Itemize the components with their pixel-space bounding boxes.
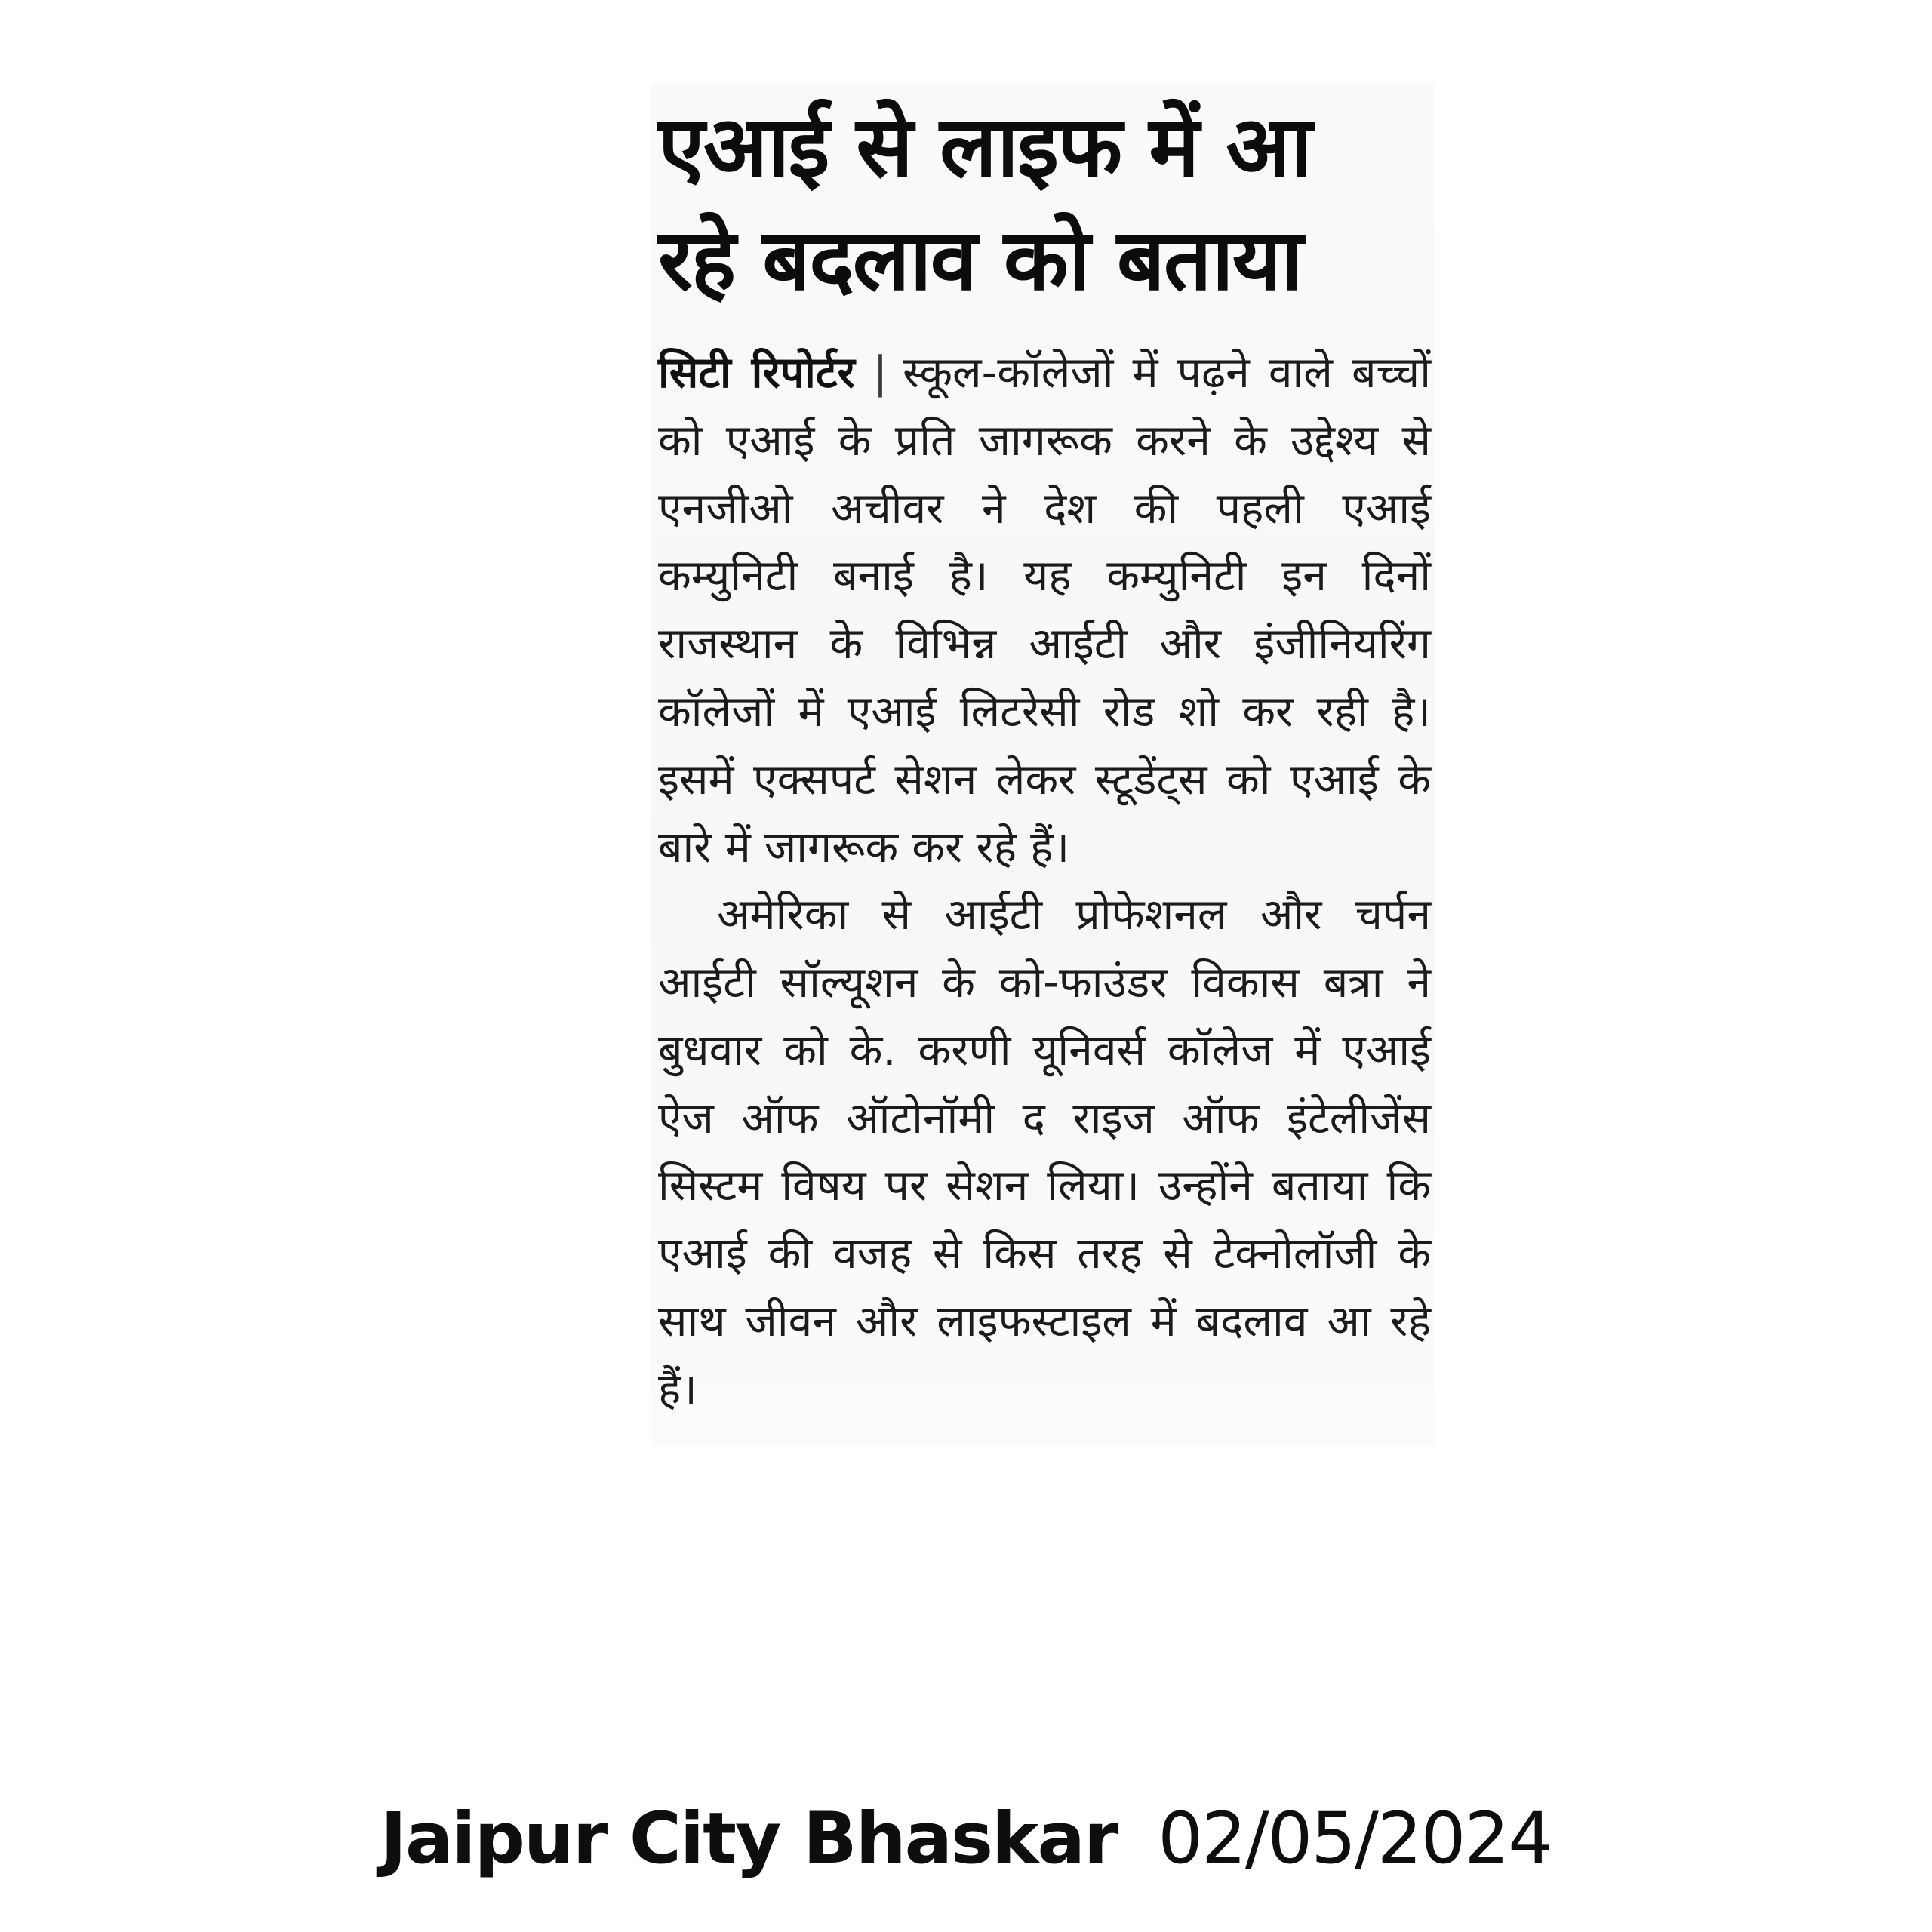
article-paragraph-1	[658, 340, 1431, 881]
article-headline	[658, 91, 1431, 317]
article-paragraph-2	[658, 881, 1431, 1423]
clipping-caption	[0, 1798, 1932, 1880]
paragraph-1-text: स्कूल-कॉलेजों में पढ़ने वाले बच्चों को एआई के प्रति जागरूक करने के उद्देश्य से एनजीओ अचीवर ने देश की पहली एआई कम्युनिटी बनाई है। यह कम्युनिटी इन दिनों राजस्थान के विभिन्न आईटी और इंजीनियरिंग कॉलेजों में एआई लिटरेसी रोड शो कर रही है। इसमें एक्सपर्ट सेशन लेकर स्टूडेंट्स को एआई के बारे में जागरूक कर रहे हैं।	[658, 348, 1431, 872]
article-body	[658, 340, 1431, 1423]
publication-date: 02/05/2024	[1158, 1798, 1552, 1880]
headline-line-1: एआई से लाइफ में आ	[658, 98, 1311, 196]
byline-separator: |	[872, 348, 888, 398]
newspaper-clipping	[651, 83, 1435, 1446]
publication-name: Jaipur City Bhaskar	[380, 1798, 1118, 1880]
paragraph-2-text: अमेरिका से आईटी प्रोफेशनल और चर्पन आईटी सॉल्यूशन के को-फाउंडर विकास बत्रा ने बुधवार को के. करणी यूनिवर्स कॉलेज में एआई ऐज ऑफ ऑटोनॉमी द राइज ऑफ इंटेलीजेंस सिस्टम विषय पर सेशन लिया। उन्होंने बताया कि एआई की वजह से किस तरह से टेक्नोलॉजी के साथ जीवन और लाइफस्टाइल में बदलाव आ रहे हैं।	[658, 890, 1431, 1414]
byline: सिटी रिपोर्टर	[658, 348, 855, 398]
headline-line-2: रहे बदलाव को बताया	[658, 211, 1302, 310]
